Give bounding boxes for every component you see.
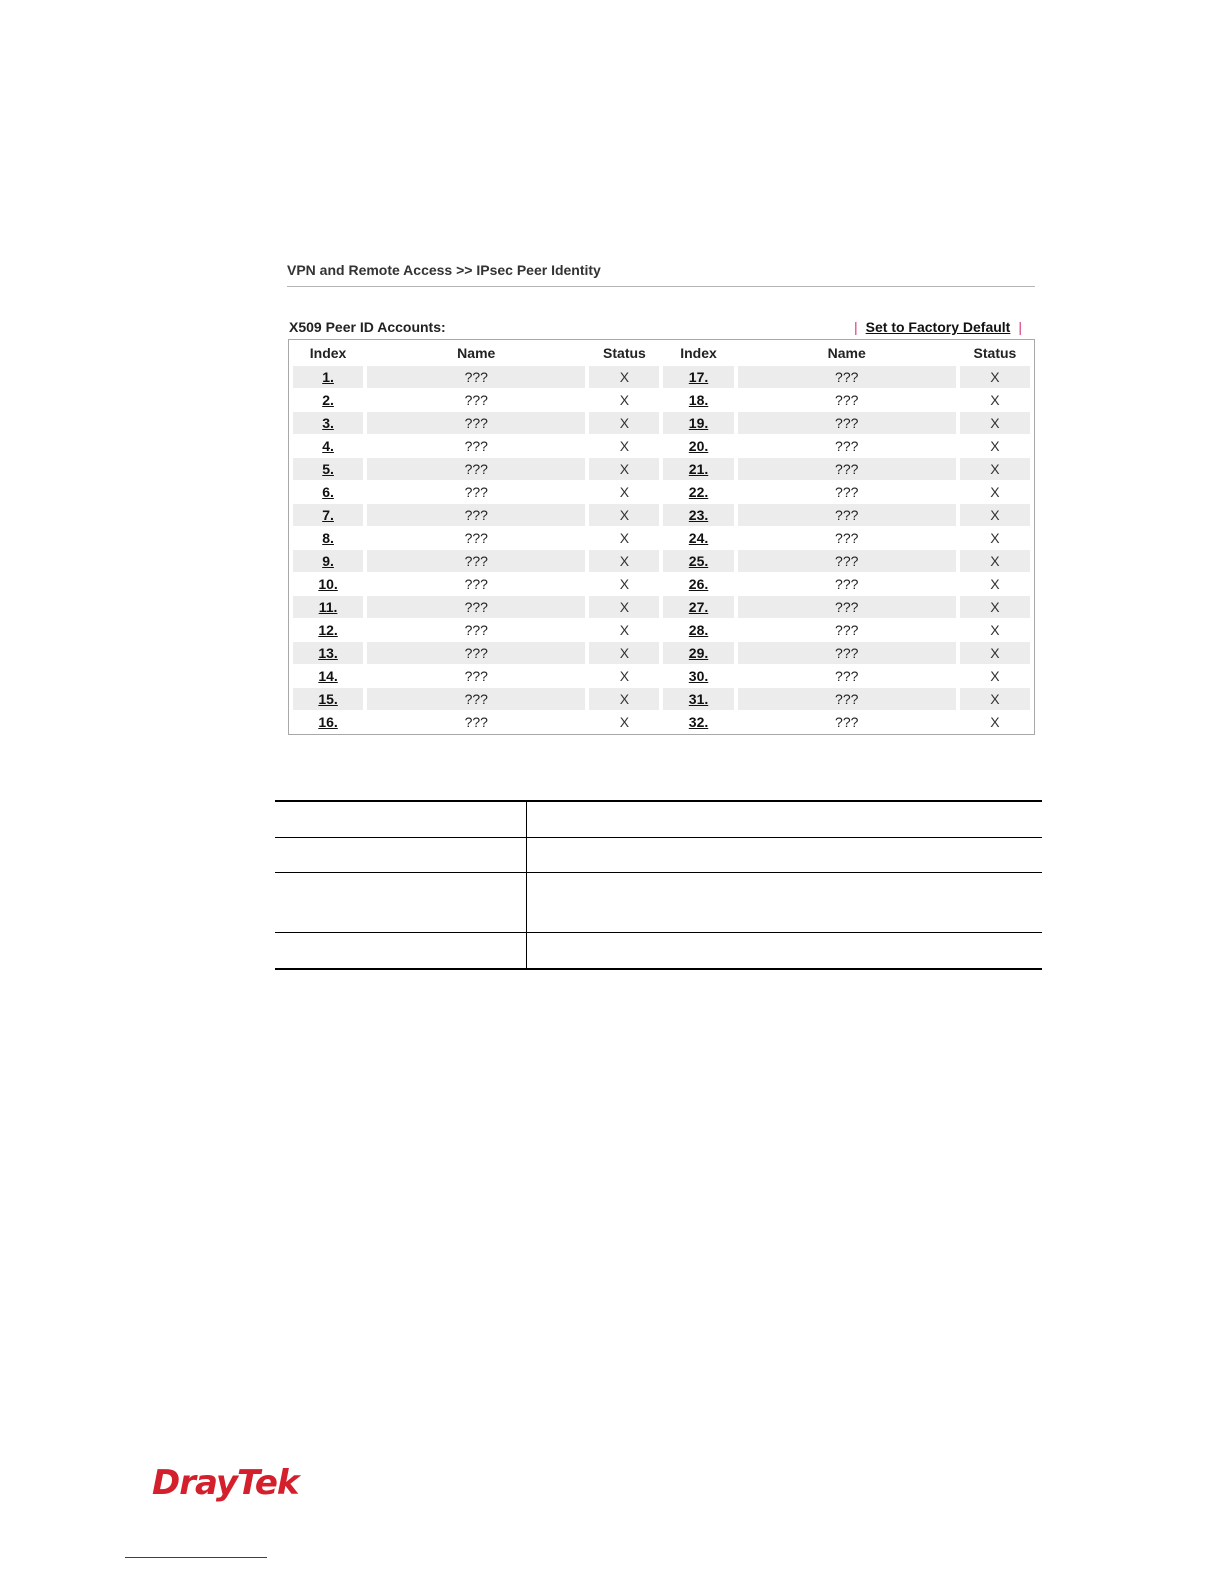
section-header [289,319,1033,337]
account-index-link[interactable]: 4. [322,438,334,454]
account-index-link[interactable]: 9. [322,553,334,569]
peer-id-accounts-table [288,339,1035,735]
account-name: ??? [738,573,956,596]
index-cell [293,504,363,527]
table-row [293,665,1030,688]
separator-right: | [1018,319,1022,335]
account-status: X [960,527,1030,550]
column-header-status-right: Status [973,345,1017,361]
column-header-index: Index [309,345,347,361]
account-name: ??? [738,435,956,458]
index-cell [663,550,733,573]
account-name: ??? [367,458,585,481]
account-index-link[interactable]: 1. [322,369,334,385]
account-status: X [960,573,1030,596]
description-row [275,872,1042,932]
account-status: X [960,596,1030,619]
account-status: X [589,366,659,389]
account-index-link[interactable]: 23. [688,507,709,523]
table-row [293,596,1030,619]
account-name: ??? [367,527,585,550]
account-index-link[interactable]: 25. [688,553,709,569]
column-header-name-right: Name [827,345,866,361]
index-cell [663,435,733,458]
account-name: ??? [367,504,585,527]
account-status: X [589,619,659,642]
account-name: ??? [738,366,956,389]
page-title: VPN and Remote Access >> IPsec Peer Identity [287,262,1035,287]
account-name: ??? [367,412,585,435]
account-name: ??? [367,550,585,573]
column-header-name: Name [457,345,496,361]
section-actions [846,319,1030,335]
account-status: X [960,665,1030,688]
table-row [293,458,1030,481]
draytek-logo: DrayTek [152,1463,299,1503]
account-status: X [589,458,659,481]
index-cell [293,481,363,504]
account-name: ??? [738,412,956,435]
account-status: X [589,596,659,619]
index-cell [663,412,733,435]
column-header-index-right: Index [680,345,717,361]
account-index-link[interactable]: 21. [688,461,709,477]
footer-rule [125,1557,267,1558]
account-status: X [589,573,659,596]
account-index-link[interactable]: 28. [688,622,709,638]
account-name: ??? [367,435,585,458]
account-status: X [589,711,659,734]
account-status: X [960,711,1030,734]
account-name: ??? [367,642,585,665]
description-row [275,932,1042,969]
account-status: X [960,688,1030,711]
index-cell [293,412,363,435]
account-status: X [589,688,659,711]
table-row [293,435,1030,458]
account-name: ??? [738,688,956,711]
index-cell [293,573,363,596]
account-index-link[interactable]: 31. [688,691,709,707]
account-status: X [960,504,1030,527]
account-index-link[interactable]: 11. [318,599,338,615]
account-name: ??? [367,366,585,389]
index-cell [663,711,733,734]
account-index-link[interactable]: 32. [688,714,709,730]
table-header-row [293,340,1030,366]
account-name: ??? [367,573,585,596]
account-status: X [960,481,1030,504]
account-name: ??? [738,458,956,481]
account-name: ??? [367,619,585,642]
index-cell [293,389,363,412]
index-cell [663,596,733,619]
table-row [293,412,1030,435]
index-cell [663,688,733,711]
index-cell [663,642,733,665]
account-index-link[interactable]: 26. [688,576,709,592]
index-cell [663,366,733,389]
index-cell [663,527,733,550]
table-row [293,619,1030,642]
account-name: ??? [738,711,956,734]
account-index-link[interactable]: 24. [688,530,709,546]
separator-left: | [854,319,858,335]
description-row [275,801,1042,837]
account-status: X [960,619,1030,642]
index-cell [293,688,363,711]
account-name: ??? [738,481,956,504]
table-row [293,527,1030,550]
description-table [275,800,1042,970]
account-index-link[interactable]: 6. [322,484,334,500]
account-index-link[interactable]: 27. [688,599,709,615]
account-status: X [960,550,1030,573]
index-cell [663,573,733,596]
index-cell [293,458,363,481]
index-cell [663,504,733,527]
index-cell [293,435,363,458]
account-name: ??? [367,481,585,504]
account-index-link[interactable]: 20. [688,438,709,454]
account-index-link[interactable]: 14. [318,668,338,684]
account-status: X [589,642,659,665]
set-factory-default-link[interactable]: Set to Factory Default [865,319,1011,335]
account-index-link[interactable]: 19. [688,415,709,431]
account-index-link[interactable]: 15. [318,691,338,707]
table-row [293,642,1030,665]
account-status: X [960,366,1030,389]
account-index-link[interactable]: 5. [322,461,334,477]
index-cell [293,596,363,619]
account-status: X [960,389,1030,412]
table-row [293,504,1030,527]
index-cell [293,642,363,665]
account-index-link[interactable]: 3. [322,415,334,431]
account-status: X [960,412,1030,435]
index-cell [663,458,733,481]
account-status: X [960,435,1030,458]
account-name: ??? [367,389,585,412]
index-cell [663,665,733,688]
account-index-link[interactable]: 22. [688,484,709,500]
account-status: X [960,458,1030,481]
column-header-status: Status [603,345,646,361]
account-status: X [960,642,1030,665]
account-name: ??? [738,504,956,527]
account-status: X [589,481,659,504]
account-index-link[interactable]: 18. [688,392,709,408]
account-status: X [589,527,659,550]
table-row [293,550,1030,573]
index-cell [663,619,733,642]
account-name: ??? [738,665,956,688]
account-name: ??? [738,550,956,573]
index-cell [293,550,363,573]
account-name: ??? [738,642,956,665]
account-index-link[interactable]: 2. [322,392,334,408]
account-name: ??? [367,688,585,711]
account-name: ??? [367,665,585,688]
index-cell [293,711,363,734]
account-status: X [589,665,659,688]
account-name: ??? [367,711,585,734]
account-name: ??? [367,596,585,619]
account-index-link[interactable]: 12. [318,622,338,638]
description-row [275,837,1042,872]
account-index-link[interactable]: 16. [318,714,338,730]
table-row [293,688,1030,711]
account-status: X [589,435,659,458]
account-name: ??? [738,619,956,642]
table-row [293,389,1030,412]
table-row [293,481,1030,504]
index-cell [293,366,363,389]
account-index-link[interactable]: 8. [322,530,334,546]
account-index-link[interactable]: 30. [688,668,709,684]
account-index-link[interactable]: 7. [322,507,334,523]
account-index-link[interactable]: 13. [318,645,338,661]
account-status: X [589,412,659,435]
account-index-link[interactable]: 17. [688,369,709,385]
account-status: X [589,550,659,573]
index-cell [293,665,363,688]
account-name: ??? [738,389,956,412]
account-index-link[interactable]: 10. [318,576,338,592]
table-row [293,366,1030,389]
section-title: X509 Peer ID Accounts: [289,319,446,335]
index-cell [293,619,363,642]
account-name: ??? [738,527,956,550]
table-row [293,711,1030,734]
account-name: ??? [738,596,956,619]
index-cell [293,527,363,550]
account-status: X [589,504,659,527]
index-cell [663,389,733,412]
account-index-link[interactable]: 29. [688,645,709,661]
account-status: X [589,389,659,412]
index-cell [663,481,733,504]
table-row [293,573,1030,596]
